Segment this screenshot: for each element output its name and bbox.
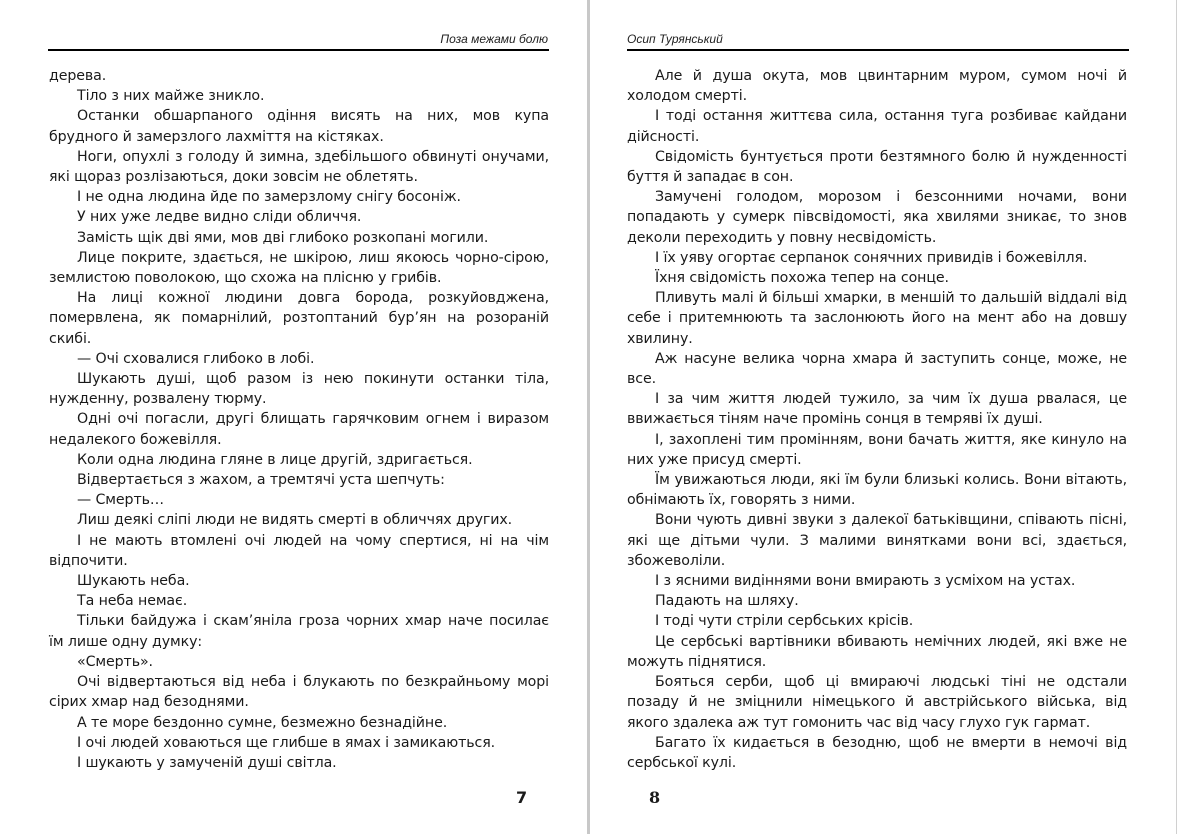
paragraph: Очі відвертаються від неба і блукають по безкрайньому морі сірих хмар над безоднями. bbox=[49, 674, 549, 711]
paragraph: Аж насуне велика чорна хмара й заступить сонце, може, не все. bbox=[627, 350, 1127, 388]
paragraph: — Смерть… bbox=[77, 492, 164, 509]
paragraph: І не одна людина йде по замерзлому снігу босоніж. bbox=[77, 189, 461, 206]
paragraph: Ноги, опухлі з голоду й зимна, здебільшого обвинуті онучами, які щораз розлізаються, доки зовсім не облетять. bbox=[49, 148, 549, 186]
paragraph: Відвертається з жахом, а тремтячі уста шепчуть: bbox=[77, 472, 445, 489]
paragraph: Їм увижаються люди, які їм були близькі колись. Вони вітають, обнімають їх, говорять з ними. bbox=[627, 472, 1127, 509]
paragraph: Пливуть малі й більші хмарки, в меншій то дальшій віддалі від себе і притемнюють та заслонюють його на мент або на довшу хвилину. bbox=[627, 290, 1127, 347]
window-edge bbox=[1176, 0, 1177, 834]
header-rule bbox=[48, 49, 549, 51]
paragraph: І очі людей ховаються ще глибше в ямах і замикаються. bbox=[77, 734, 496, 751]
paragraph: Шукають душі, щоб разом із нею покинути останки тіла, нужденну, розвалену тюрму. bbox=[49, 371, 549, 408]
paragraph: Лиш деякі сліпі люди не видять смерті в обличчях других. bbox=[77, 512, 513, 529]
running-header-title: Поза межами болю bbox=[440, 32, 548, 46]
paragraph: І не мають втомлені очі людей на чому спертися, ні на чім відпочити. bbox=[49, 532, 549, 569]
paragraph: І шукають у замученій душі світла. bbox=[77, 754, 337, 771]
paragraph: Але й душа окута, мов цвинтарним муром, сумом ночі й холодом смерті. bbox=[627, 68, 1127, 105]
page-number: 8 bbox=[649, 788, 661, 808]
page-number: 7 bbox=[515, 788, 527, 808]
paragraph: Вони чують дивні звуки з далекої батьківщини, співають пісні, які ще дітьми чули. З малими винятками вони всі, здається, збожеволіли. bbox=[627, 512, 1127, 569]
page-body bbox=[49, 66, 549, 809]
paragraph-continuation: дерева. bbox=[49, 68, 107, 84]
running-header-author: Осип Турянський bbox=[627, 32, 723, 46]
header-rule bbox=[627, 49, 1129, 51]
paragraph: І їх уяву огортає серпанок сонячних привидів і божевілля. bbox=[655, 249, 1088, 266]
paragraph: Їхня свідомість похожа тепер на сонце. bbox=[655, 270, 949, 287]
paragraph: Замість щік дві ями, мов дві глибоко розкопані могили. bbox=[77, 229, 489, 246]
paragraph: На лиці кожної людини довга борода, розкуйовджена, помервлена, як помарнілий, розтоптаний бур’ян на розораній скибі. bbox=[49, 290, 549, 347]
paragraph: Бояться серби, щоб ці вмираючі людські тіні не одстали позаду й не зміцнили німецького й австрійського війська, від якого здалека аж тут гомонить час від часу глухо гук гармат. bbox=[627, 674, 1127, 731]
paragraph: Лице покрите, здається, не шкірою, лиш якоюсь чорно-сірою, землистою поволокою, що схожа на плісню у грибів. bbox=[49, 249, 549, 287]
paragraph: І, захоплені тим промінням, вони бачать життя, яке кинуло на них уже присуд смерті. bbox=[627, 431, 1127, 468]
paragraph: Падають на шляху. bbox=[655, 593, 799, 610]
paragraph: Коли одна людина гляне в лице другій, здригається. bbox=[77, 451, 473, 468]
right-page bbox=[590, 0, 1176, 834]
paragraph: «Смерть». bbox=[77, 653, 153, 670]
paragraph: Шукають неба. bbox=[77, 573, 190, 590]
paragraph: І з ясними видіннями вони вмирають з усміхом на устах. bbox=[655, 573, 1076, 590]
paragraph: А те море бездонно сумне, безмежно безнадійне. bbox=[77, 714, 448, 731]
paragraph: Та неба немає. bbox=[77, 593, 188, 610]
paragraph: І тоді остання життєва сила, остання туга розбиває кайдани дійсності. bbox=[627, 108, 1127, 145]
left-page bbox=[0, 0, 587, 834]
paragraph: Це сербські вартівники вбивають немічних людей, які вже не можуть піднятися. bbox=[627, 633, 1127, 670]
paragraph: І тоді чути стріли сербських крісів. bbox=[655, 613, 914, 630]
paragraph: Багато їх кидається в безодню, щоб не вмерти в немочі від сербської кулі. bbox=[627, 734, 1127, 771]
paragraph: Одні очі погасли, другі блищать гарячковим огнем і виразом недалекого божевілля. bbox=[49, 411, 549, 448]
paragraph: У них уже ледве видно сліди обличчя. bbox=[77, 209, 362, 226]
page-body bbox=[627, 66, 1127, 809]
paragraph: Тіло з них майже зникло. bbox=[77, 88, 265, 105]
paragraph: Свідомість бунтується проти безтямного болю й нужденності буття й западає в сон. bbox=[627, 148, 1127, 186]
paragraph: Замучені голодом, морозом і безсонними ночами, вони попадають у сумерк півсвідомості, яка хвилями зникає, то знов деколи переходить у повну несвідомість. bbox=[627, 189, 1127, 246]
paragraph: Останки обшарпаного одіння висять на них, мов купа брудного й замерзлого лахміття на кістяках. bbox=[49, 108, 549, 145]
paragraph: І за чим життя людей тужило, за чим їх душа рвалася, це ввижається тіням наче промінь сонця в темряві їх душі. bbox=[627, 391, 1127, 428]
paragraph: — Очі сховалися глибоко в лобі. bbox=[77, 350, 315, 367]
paragraph: Тільки байдужа і скам’яніла гроза чорних хмар наче посилає їм лише одну думку: bbox=[49, 613, 549, 650]
